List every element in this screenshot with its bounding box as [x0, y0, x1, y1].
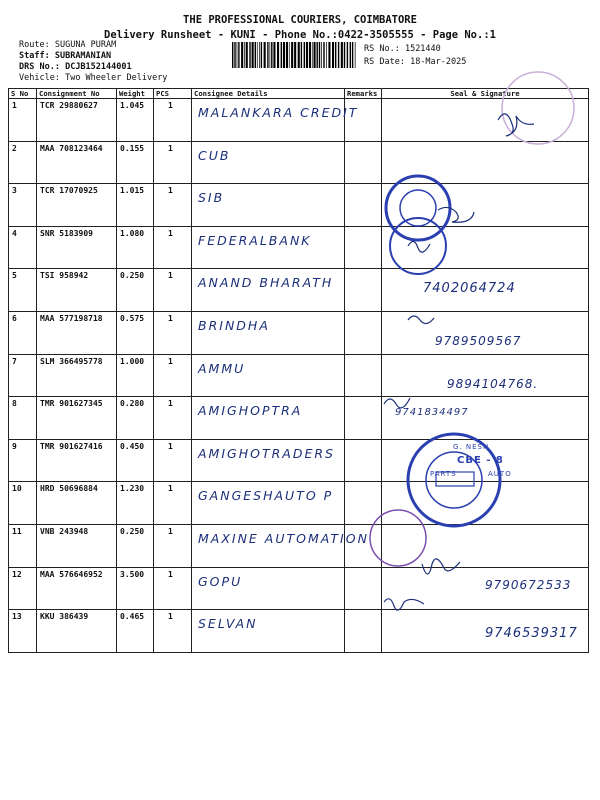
barcode-bar	[270, 42, 271, 68]
consignment-no-cell: TCR 17070925	[37, 184, 117, 227]
consignment-no-cell: MAA 576646952	[37, 567, 117, 610]
weight-cell: 0.155	[117, 141, 154, 184]
barcode-bar	[238, 42, 239, 68]
barcode-bar	[261, 42, 262, 68]
consignment-no-cell: TMR 901627416	[37, 439, 117, 482]
consignment-no-cell: SNR 5183909	[37, 226, 117, 269]
pcs-cell: 1	[154, 610, 192, 653]
pcs-cell: 1	[154, 226, 192, 269]
weight-cell: 0.450	[117, 439, 154, 482]
barcode-bar	[246, 42, 248, 68]
staff-line	[19, 51, 111, 62]
barcode-bar	[286, 42, 288, 68]
barcode-bar	[277, 42, 279, 68]
pcs-cell: 1	[154, 141, 192, 184]
barcode-bar	[281, 42, 282, 68]
sno-cell: 8	[9, 397, 37, 440]
barcode-bar	[314, 42, 316, 68]
consignee-cell	[192, 524, 369, 567]
rs-no-value: 1521440	[404, 44, 441, 54]
sno-cell: 1	[9, 99, 37, 142]
consignee-cell	[192, 354, 345, 397]
barcode-bar	[259, 42, 260, 68]
stamp-center-text: CBE - 8	[457, 455, 504, 466]
remarks-cell	[345, 311, 382, 354]
consignee-handwriting: MALANKARA CREDIT	[198, 105, 359, 120]
document-title: THE PROFESSIONAL COURIERS, COIMBATORE	[183, 14, 417, 26]
consignment-no-cell: MAA 708123464	[37, 141, 117, 184]
col-header-consignee: Consignee Details	[192, 89, 345, 99]
consignee-handwriting: BRINDHA	[198, 317, 270, 333]
barcode	[232, 42, 358, 68]
staff-value: SUBRAMANIAN	[54, 51, 112, 61]
barcode-bar	[335, 42, 336, 68]
route-line	[19, 40, 116, 51]
pcs-cell: 1	[154, 524, 192, 567]
consignee-cell	[192, 311, 345, 354]
sno-cell: 7	[9, 354, 37, 397]
col-header-pcs: PCS	[154, 89, 192, 99]
route-label: Route:	[19, 40, 50, 50]
remarks-cell	[345, 610, 382, 653]
consignee-cell	[192, 269, 345, 312]
barcode-bar	[319, 42, 320, 68]
remarks-cell	[345, 226, 382, 269]
remarks-cell	[345, 397, 382, 440]
barcode-bar	[232, 42, 233, 68]
consignee-handwriting: AMIGHOTRADERS	[198, 445, 335, 461]
rs-date-value: 18-Mar-2025	[410, 57, 467, 67]
remarks-cell	[345, 567, 382, 610]
rs-no-line	[364, 44, 441, 54]
barcode-bar	[264, 42, 266, 68]
vehicle-value: Two Wheeler Delivery	[65, 73, 168, 83]
weight-cell: 0.465	[117, 610, 154, 653]
weight-cell: 0.250	[117, 269, 154, 312]
pcs-cell: 1	[154, 354, 192, 397]
barcode-bar	[341, 42, 343, 68]
pcs-cell: 1	[154, 397, 192, 440]
purple-round-stamp	[370, 510, 426, 566]
sno-cell: 10	[9, 482, 37, 525]
col-header-remarks: Remarks	[345, 89, 382, 99]
consignee-cell	[192, 184, 345, 227]
consignment-no-cell: TMR 901627345	[37, 397, 117, 440]
pcs-cell: 1	[154, 99, 192, 142]
sno-cell: 5	[9, 269, 37, 312]
barcode-bar	[241, 42, 243, 68]
stamp-top-text: G. NESH	[453, 443, 490, 451]
barcode-bar	[338, 42, 339, 68]
consignee-handwriting: FEDERALBANK	[198, 232, 312, 248]
drs-label: DRS No.:	[19, 62, 60, 72]
signature-phone-number: 9894104768.	[447, 376, 539, 391]
rs-no-label: RS No.:	[364, 44, 400, 54]
barcode-bar	[273, 42, 275, 68]
signature-phone-number: 9741834497	[395, 407, 469, 419]
sno-cell: 9	[9, 439, 37, 482]
barcode-bar	[312, 42, 313, 68]
barcode-bar	[326, 42, 327, 68]
weight-cell: 0.280	[117, 397, 154, 440]
barcode-bar	[257, 42, 258, 68]
consignee-handwriting: SIB	[198, 190, 225, 206]
barcode-bar	[237, 42, 238, 68]
col-header-signature: Seal & Signature	[382, 89, 589, 99]
barcode-bar	[347, 42, 348, 68]
signature-phone-number: 7402064724	[423, 281, 516, 297]
barcode-bar	[249, 42, 250, 68]
barcode-bar	[291, 42, 293, 68]
consignee-handwriting: GOPU	[198, 573, 243, 589]
col-header-consignment: Consignment No	[37, 89, 117, 99]
barcode-bar	[255, 42, 256, 68]
pcs-cell: 1	[154, 269, 192, 312]
signature-phone-number: 9790672533	[485, 577, 572, 592]
consignee-handwriting: MAXINE AUTOMATION	[198, 530, 369, 546]
consignee-cell	[192, 99, 359, 142]
barcode-bar	[294, 42, 296, 68]
pcs-cell: 1	[154, 311, 192, 354]
consignment-no-cell: MAA 577198718	[37, 311, 117, 354]
pcs-cell: 1	[154, 567, 192, 610]
sno-cell: 13	[9, 610, 37, 653]
rs-date-label: RS Date:	[364, 57, 405, 67]
weight-cell: 3.500	[117, 567, 154, 610]
barcode-bar	[298, 42, 300, 68]
consignment-no-cell: KKU 386439	[37, 610, 117, 653]
signature-phone-number: 9746539317	[485, 626, 578, 642]
signature-phone-number: 9789509567	[435, 333, 522, 348]
consignee-handwriting: ANAND BHARATH	[198, 275, 334, 291]
remarks-cell	[345, 184, 382, 227]
drs-line	[19, 62, 132, 73]
pcs-cell: 1	[154, 482, 192, 525]
consignee-handwriting: AMIGHOPTRA	[198, 403, 303, 419]
consignee-cell	[192, 567, 345, 610]
barcode-bar	[283, 42, 285, 68]
consignee-handwriting: AMMU	[198, 360, 246, 376]
barcode-bar	[267, 42, 268, 68]
stamp-right-text: AUTO	[488, 470, 512, 478]
sno-cell: 11	[9, 524, 37, 567]
weight-cell: 1.230	[117, 482, 154, 525]
route-value: SUGUNA PURAM	[54, 40, 117, 50]
consignment-no-cell: VNB 243948	[37, 524, 117, 567]
remarks-cell	[345, 482, 382, 525]
consignee-cell	[192, 397, 345, 440]
col-header-sno: S No	[9, 89, 37, 99]
barcode-bar	[244, 42, 245, 68]
vehicle-line	[19, 73, 167, 84]
barcode-bar	[234, 42, 235, 68]
barcode-bar	[252, 42, 254, 68]
sno-cell: 12	[9, 567, 37, 610]
consignee-handwriting: CUB	[198, 147, 231, 163]
consignment-no-cell: TCR 29880627	[37, 99, 117, 142]
weight-cell: 1.015	[117, 184, 154, 227]
consignee-handwriting: GANGESHAUTO P	[198, 488, 334, 504]
sno-cell: 6	[9, 311, 37, 354]
remarks-cell	[345, 269, 382, 312]
remarks-cell	[345, 439, 382, 482]
consignment-no-cell: HRD 50696884	[37, 482, 117, 525]
barcode-bar	[301, 42, 302, 68]
barcode-bar	[309, 42, 311, 68]
sno-cell: 4	[9, 226, 37, 269]
remarks-cell	[345, 141, 382, 184]
barcode-bar	[328, 42, 330, 68]
consignee-cell	[192, 482, 345, 525]
barcode-bar	[323, 42, 324, 68]
barcode-bar	[271, 42, 272, 68]
barcode-bar	[355, 42, 356, 68]
consignee-cell	[192, 439, 345, 482]
rs-date-line	[364, 57, 466, 67]
barcode-bar	[344, 42, 345, 68]
consignee-cell	[192, 610, 345, 653]
drs-value: DCJB152144001	[65, 62, 132, 72]
barcode-bar	[306, 42, 308, 68]
barcode-bar	[321, 42, 322, 68]
consignment-no-cell: TSI 958942	[37, 269, 117, 312]
col-header-weight: Weight	[117, 89, 154, 99]
consignee-handwriting: SELVAN	[198, 616, 258, 632]
barcode-bar	[317, 42, 318, 68]
remarks-cell	[345, 354, 382, 397]
barcode-bar	[304, 42, 305, 68]
consignee-cell	[192, 141, 345, 184]
barcode-bar	[350, 42, 351, 68]
weight-cell: 1.080	[117, 226, 154, 269]
pcs-cell: 1	[154, 439, 192, 482]
barcode-bar	[289, 42, 290, 68]
sno-cell: 3	[9, 184, 37, 227]
sno-cell: 2	[9, 141, 37, 184]
vehicle-label: Vehicle:	[19, 73, 60, 83]
weight-cell: 0.250	[117, 524, 154, 567]
document-subtitle: Delivery Runsheet - KUNI - Phone No.:0422-3505555 - Page No.:1	[104, 29, 496, 41]
pcs-cell: 1	[154, 184, 192, 227]
weight-cell: 1.000	[117, 354, 154, 397]
consignment-no-cell: SLM 366495778	[37, 354, 117, 397]
consignee-cell	[192, 226, 345, 269]
barcode-bar	[332, 42, 334, 68]
weight-cell: 1.045	[117, 99, 154, 142]
barcode-bar	[352, 42, 353, 68]
stamp-left-text: PARTS	[430, 470, 457, 478]
weight-cell: 0.575	[117, 311, 154, 354]
stamp-overlay	[378, 88, 588, 648]
staff-label: Staff:	[19, 51, 50, 61]
